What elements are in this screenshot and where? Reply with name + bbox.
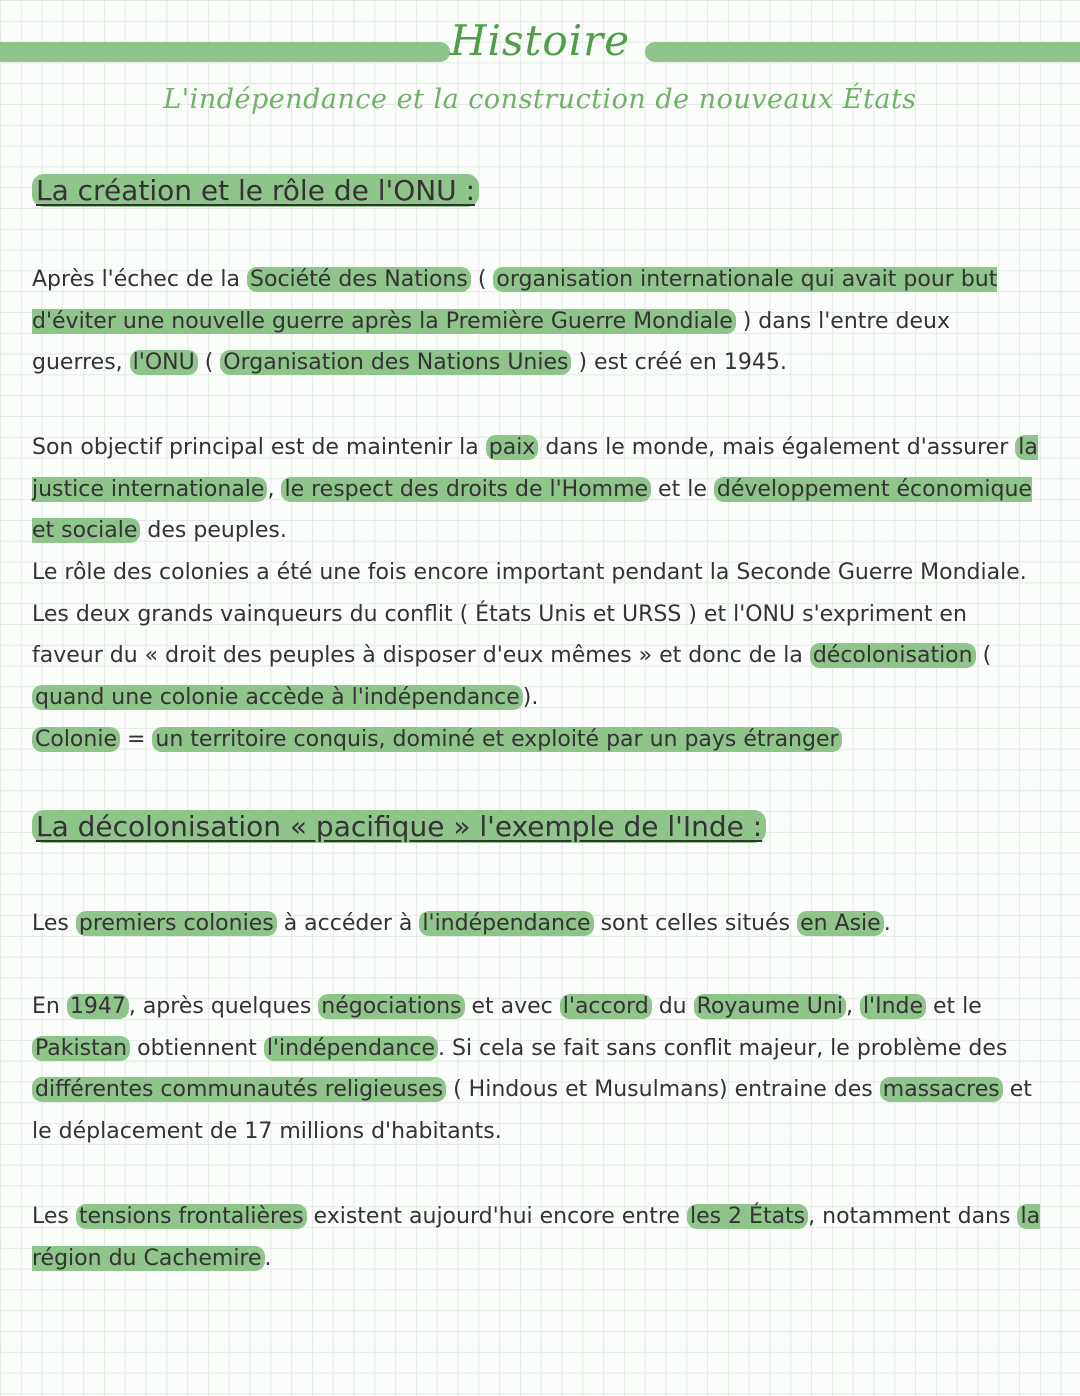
highlighted-text: un territoire conquis, dominé et exploité par un pays étranger (152, 727, 841, 752)
text-segment: du (651, 994, 694, 1019)
highlighted-text: l'accord (560, 994, 652, 1019)
highlighted-text: Colonie (32, 727, 120, 752)
page-title: Histoire (449, 16, 631, 65)
text-segment: En (32, 994, 67, 1019)
text-segment: ) dans l'entre deux guerres, (32, 308, 950, 376)
highlighted-text: quand une colonie accède à l'indépendance (32, 685, 523, 710)
section-heading-india (32, 810, 766, 843)
text-segment: et le déplacement de 17 millions d'habitants. (32, 1077, 1032, 1144)
highlighted-text: l'indépendance (419, 911, 593, 936)
text-segment: ( (975, 643, 992, 669)
text-segment: . (883, 911, 891, 936)
highlighted-text: développement économique et sociale (32, 476, 1032, 544)
text-segment: , après quelques (128, 994, 319, 1019)
text-segment: . (264, 1245, 272, 1271)
highlighted-text: massacres (880, 1077, 1003, 1102)
text-segment: dans le monde, mais également d'assurer (538, 435, 1016, 460)
highlighted-text: 1947 (67, 994, 129, 1019)
text-segment: et le (651, 476, 714, 502)
text-segment: Les (32, 911, 76, 936)
highlighted-text: premiers colonies (76, 911, 277, 936)
highlighted-text: Société des Nations (247, 267, 471, 292)
text-segment: , (267, 476, 282, 502)
text-segment: et avec (464, 994, 560, 1019)
highlighted-text: l'indépendance (264, 1036, 438, 1061)
text-segment: Son objectif principal est de maintenir la (32, 435, 486, 460)
page-subtitle: L'indépendance et la construction de nouveaux États (163, 84, 917, 115)
paragraph-border-tensions (32, 1196, 1042, 1279)
text-segment: existent aujourd'hui encore entre (306, 1204, 687, 1229)
text-segment: et le (926, 994, 982, 1019)
definition-colonie (32, 719, 1042, 761)
section-heading-onu (32, 174, 479, 207)
highlighted-text: paix (486, 435, 539, 460)
highlighted-text: organisation internationale qui avait pour but d'éviter une nouvelle guerre après la Première Guerre Mondiale (32, 267, 998, 334)
highlighted-text: décolonisation (810, 643, 976, 668)
section-heading-india-text: La décolonisation « pacifique » l'exemple de l'Inde : (32, 810, 766, 843)
text-segment: à accéder à (276, 911, 420, 936)
highlighted-text: Pakistan (32, 1036, 130, 1061)
text-segment: , (845, 994, 860, 1019)
text-segment: obtiennent (130, 1035, 264, 1061)
highlighted-text: différentes communautés religieuses (32, 1077, 446, 1102)
highlighted-text: négociations (318, 994, 464, 1019)
text-segment: des peuples. (140, 518, 287, 544)
paragraph-onu-objective (32, 427, 1042, 552)
highlighted-text: le respect des droits de l'Homme (281, 477, 651, 502)
text-segment: Le rôle des colonies a été une fois encore important pendant la Seconde Guerre Mondiale. Les deux grands vainqueurs du conflit ( États Unis et URSS ) et l'ONU s'expriment en faveur du « droit des peuples à disposer d'eux mêmes » et donc de la (32, 560, 1027, 669)
highlighted-text: l'Inde (860, 994, 926, 1019)
text-segment: , notamment dans (808, 1204, 1018, 1229)
highlighted-text: tensions frontalières (76, 1204, 307, 1229)
section-heading-onu-text: La création et le rôle de l'ONU : (32, 174, 479, 207)
text-segment: ) est créé en 1945. (571, 350, 787, 376)
text-segment: Après l'échec de la (32, 267, 248, 292)
text-segment: ( Hindous et Musulmans) entraine des (446, 1077, 880, 1103)
highlighted-text: Organisation des Nations Unies (220, 350, 571, 375)
text-segment: ). (522, 684, 539, 710)
text-segment: = (119, 727, 153, 752)
highlighted-text: Royaume Uni (694, 994, 846, 1019)
highlighted-text: la région du Cachemire (32, 1204, 1041, 1271)
text-segment: ( (470, 267, 494, 292)
paragraph-colonies-role (32, 552, 1042, 718)
paragraph-onu-creation (32, 259, 1042, 384)
highlighted-text: la justice internationale (32, 435, 1038, 502)
highlighted-text: l'ONU (130, 350, 198, 375)
paragraph-first-colonies (32, 903, 1042, 945)
text-segment: Les (32, 1204, 76, 1229)
text-segment: sont celles situés (593, 911, 798, 936)
highlighted-text: les 2 États (687, 1204, 808, 1229)
highlighted-text: en Asie (797, 911, 884, 936)
text-segment: ( (197, 350, 221, 376)
text-segment: . Si cela se fait sans conflit majeur, le problème des (438, 1035, 1008, 1061)
paragraph-india-independence (32, 986, 1042, 1152)
